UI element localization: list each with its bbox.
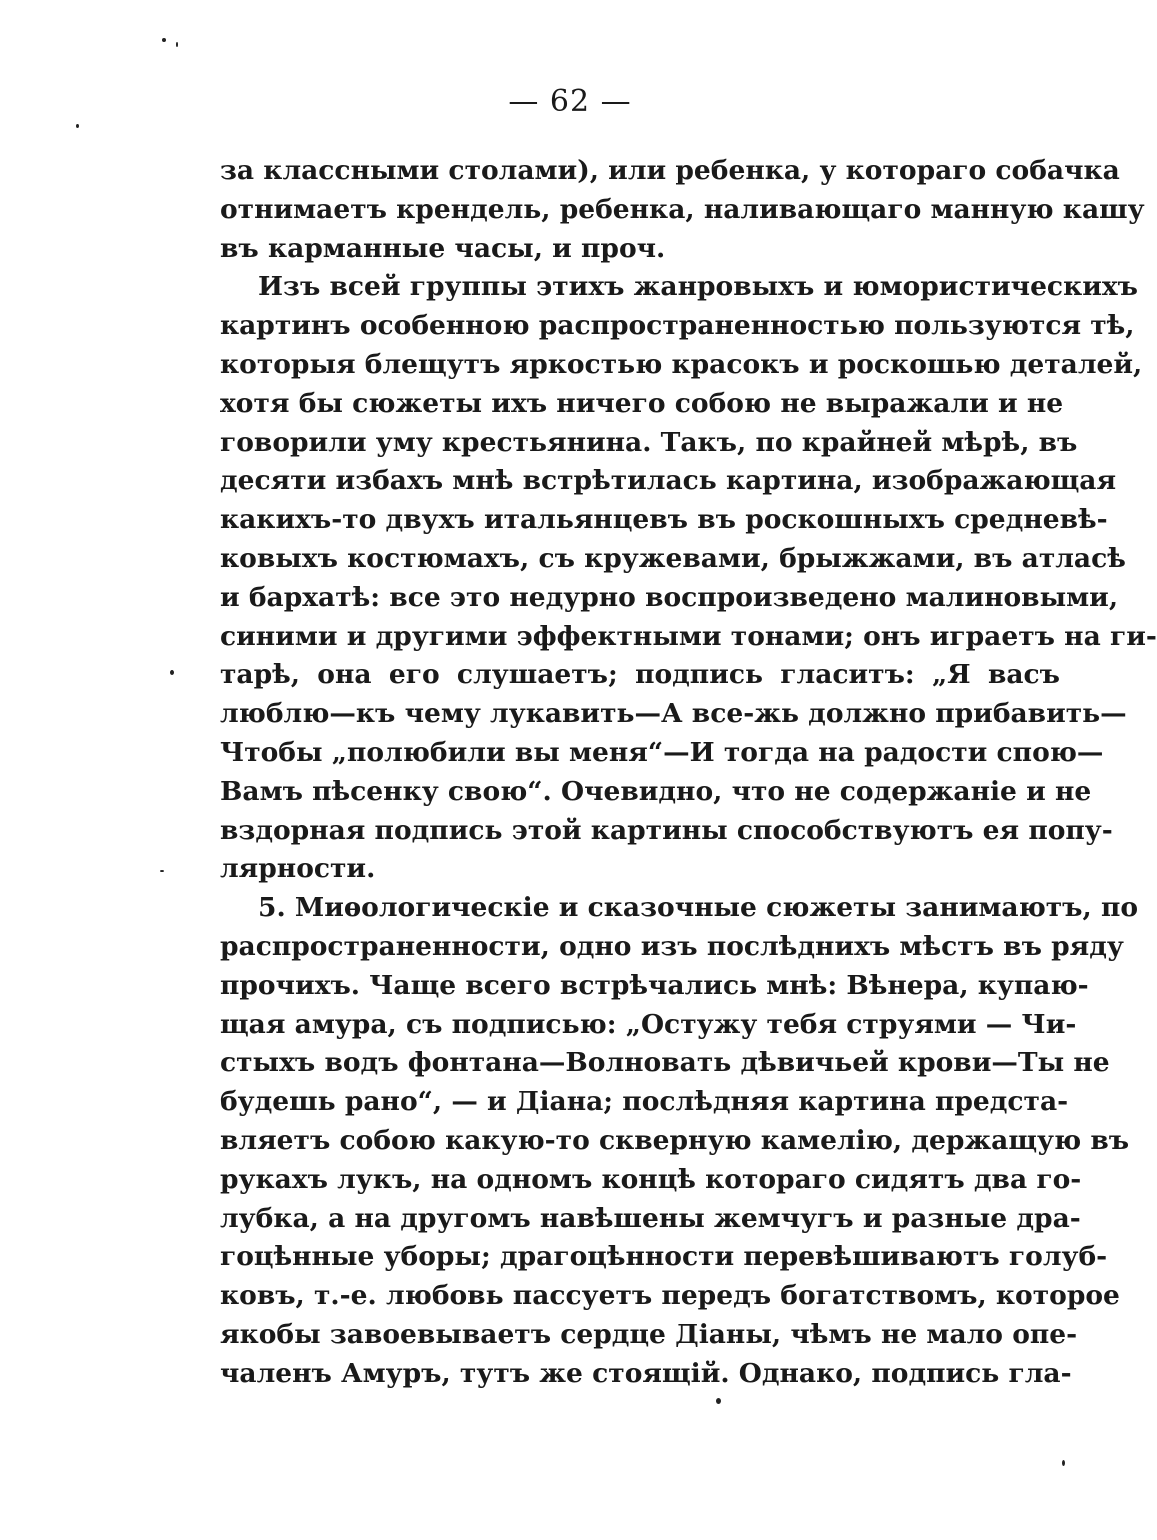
text-line: и бархатѣ: все это недурно воспроизведено малиновыми,: [220, 581, 1119, 613]
text-line: чаленъ Амуръ, тутъ же стоящій. Однако, подпись гла-: [220, 1357, 1072, 1389]
scan-speck: [716, 1398, 721, 1404]
text-line: говорили уму крестьянина. Такъ, по крайней мѣрѣ, въ: [220, 426, 1078, 458]
scan-speck: [176, 42, 178, 47]
text-line: десяти избахъ мнѣ встрѣтилась картина, изображающая: [220, 465, 1117, 497]
text-line: за классными столами), или ребенка, у котораго собачка: [220, 155, 1120, 186]
text-line: отнимаетъ крендель, ребенка, наливающаго манную кашу: [220, 193, 1145, 225]
text-line: какихъ-то двухъ итальянцевъ въ роскошныхъ средневѣ-: [220, 504, 1108, 536]
text-line: гоцѣнные уборы; драгоцѣнности перевѣшиваютъ голуб-: [220, 1241, 1108, 1273]
text-line: Чтобы „полюбили вы меня“—И тогда на радости спою—: [220, 736, 1104, 768]
text-line: лярности.: [220, 853, 376, 885]
text-line: распространенности, одно изъ послѣднихъ мѣстъ въ ряду: [220, 930, 1124, 962]
text-line: которыя блещутъ яркостью красокъ и роскошью деталей,: [220, 348, 1143, 380]
text-line: вляетъ собою какую-то скверную камелію, держащую въ: [220, 1124, 1130, 1156]
page-number: — 62 —: [508, 84, 632, 119]
body-text: [220, 152, 1157, 1394]
text-line: стыхъ водъ фонтана—Волновать дѣвичьей крови—Ты не: [220, 1047, 1110, 1079]
text-line: Изъ всей группы этихъ жанровыхъ и юмористическихъ: [258, 271, 1138, 303]
text-line: ковыхъ костюмахъ, съ кружевами, брыжжами, въ атласѣ: [220, 542, 1126, 574]
text-line: щая амура, съ подписью: „Остужу тебя струями — Чи-: [220, 1008, 1077, 1040]
text-line: люблю—къ чему лукавить—А все-жь должно прибавить—: [220, 698, 1127, 730]
text-line: ковъ, т.-е. любовь пассуетъ передъ богатствомъ, которое: [220, 1280, 1120, 1312]
text-line: будешь рано“, — и Діана; послѣдняя картина предста-: [220, 1086, 1069, 1118]
text-line: вздорная подпись этой картины способствуютъ ея попу-: [220, 814, 1113, 846]
text-line: картинъ особенною распространенностью пользуются тѣ,: [220, 310, 1135, 342]
scan-speck: [76, 124, 79, 128]
text-line: якобы завоевываетъ сердце Діаны, чѣмъ не мало опе-: [220, 1318, 1078, 1350]
text-line: рукахъ лукъ, на одномъ концѣ котораго сидятъ два го-: [220, 1163, 1082, 1195]
text-line: лубка, а на другомъ навѣшены жемчугъ и разные дра-: [220, 1202, 1081, 1234]
text-line: прочихъ. Чаще всего встрѣчались мнѣ: Вѣнера, купаю-: [220, 969, 1089, 1001]
scan-speck: [160, 870, 164, 872]
text-line: въ карманные часы, и проч.: [220, 232, 666, 264]
scan-speck: [162, 38, 166, 42]
text-line: тарѣ, она его слушаетъ; подпись гласитъ: „Я васъ: [220, 659, 1060, 691]
scan-speck: [170, 670, 174, 675]
scan-speck: [1062, 1460, 1065, 1466]
text-line: 5. Миѳологическіе и сказочные сюжеты занимаютъ, по: [258, 892, 1139, 924]
text-line: синими и другими эффектными тонами; онъ играетъ на ги-: [220, 620, 1157, 652]
text-line: хотя бы сюжеты ихъ ничего собою не выражали и не: [220, 387, 1064, 419]
text-line: Вамъ пѣсенку свою“. Очевидно, что не содержаніе и не: [220, 775, 1092, 807]
